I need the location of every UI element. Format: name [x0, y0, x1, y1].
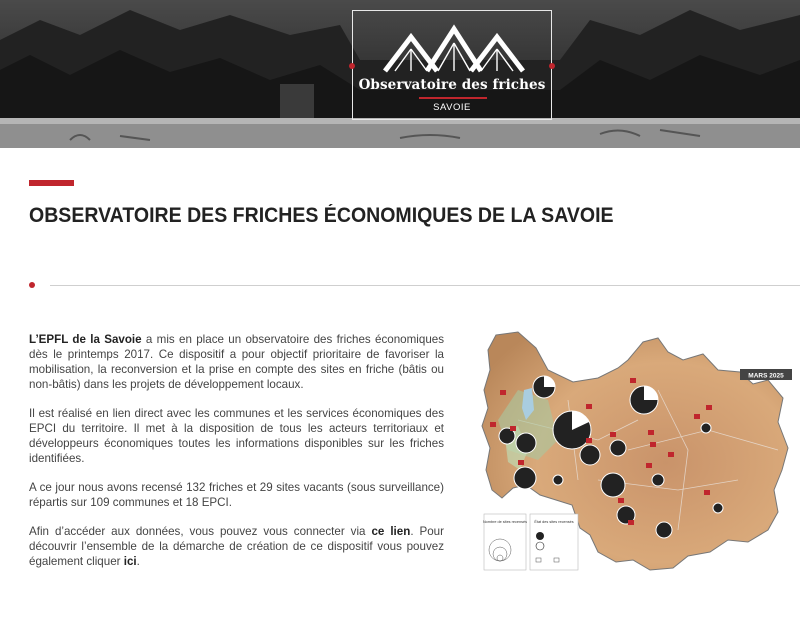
paragraph-2: Il est réalisé en lien direct avec les communes et les services économiques des EPCI du territoire. Il met à la disposition de tous les acteurs territoriaux et développeurs économiques toutes les informations disponibles sur les friches identifiées. — [29, 407, 444, 465]
logo[interactable] — [352, 10, 552, 120]
logo-title: Observatoire des friches — [358, 77, 546, 93]
epfl-name: L’EPFL de la Savoie — [29, 333, 142, 346]
section-divider — [50, 285, 800, 286]
title-accent-bar — [29, 180, 74, 186]
paragraph-4-text-c: . — [136, 555, 140, 568]
date-badge-text: MARS 2025 — [748, 372, 784, 380]
legend-count-title: Nombre de sites recensés — [482, 520, 528, 524]
paragraph-3: A ce jour nous avons recensé 132 friches et 29 sites vacants (sous surveillance) répartis sur 109 communes et 18 EPCI. — [29, 481, 444, 509]
intro-text — [29, 332, 444, 583]
paragraph-4-text-a: Afin d’accéder aux données, vous pouvez vous connecter via — [29, 525, 372, 538]
map-legend — [483, 514, 578, 570]
data-access-link[interactable]: ce lien — [371, 525, 411, 538]
header-banner — [0, 0, 800, 148]
paragraph-1 — [29, 332, 444, 392]
legend-state-title: État des sites recensés — [534, 520, 574, 524]
paragraph-4 — [29, 524, 444, 569]
roofs-logo-icon — [381, 21, 527, 75]
logo-subtitle: SAVOIE — [433, 102, 471, 113]
logo-rule — [419, 97, 487, 99]
logo-dot-right — [549, 63, 555, 69]
more-info-link[interactable]: ici — [123, 555, 137, 568]
divider-dot — [29, 282, 35, 288]
savoie-map[interactable] — [478, 330, 800, 575]
paragraph-1-text: a mis en place un observatoire des friches économiques dès le printemps 2017. Ce dispositif a pour objectif prioritaire de favoriser la mobilisation, la reconversion et la prise en compte des sites en friche (bâtis ou non-bâtis) dans les projets de développement locaux. — [29, 333, 445, 391]
page-title: OBSERVATOIRE DES FRICHES ÉCONOMIQUES DE LA SAVOIE — [29, 204, 614, 227]
paragraph-4-text-b: . Pour découvrir l’ensemble de la démarche de création de ce dispositif vous pouvez également cliquer — [29, 525, 444, 568]
logo-dot-left — [349, 63, 355, 69]
